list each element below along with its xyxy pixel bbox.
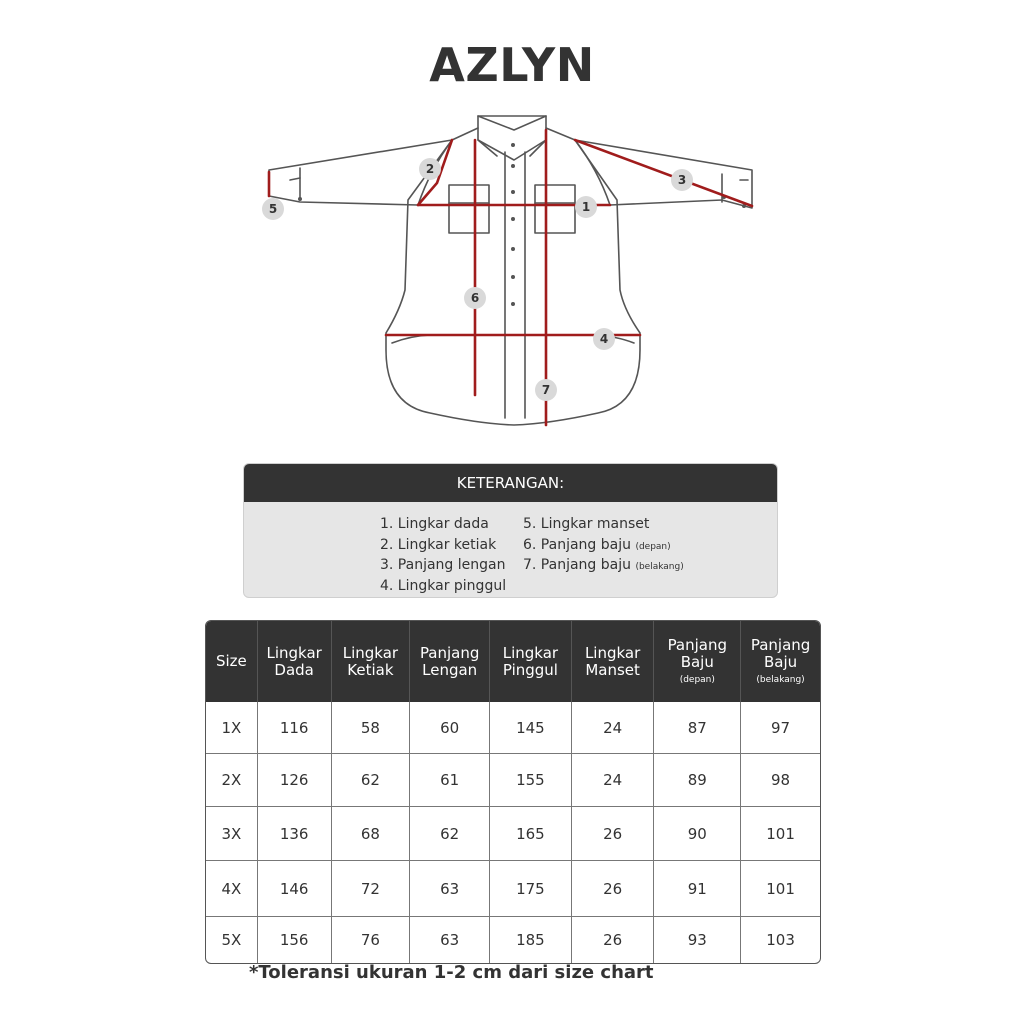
measure-line-sleeve bbox=[575, 140, 752, 206]
marker-7 bbox=[535, 379, 557, 401]
legend-panel bbox=[243, 463, 778, 598]
header-lingkar-dada: Lingkar Dada bbox=[257, 621, 331, 702]
legend-item: 5. Lingkar manset bbox=[523, 516, 650, 532]
header-panjang-baju-belakang: Panjang Baju (belakang) bbox=[740, 621, 820, 702]
table-row bbox=[206, 860, 820, 916]
svg-text:1: 1 bbox=[581, 200, 591, 214]
table-cell: 101 bbox=[740, 806, 820, 860]
svg-text:6: 6 bbox=[470, 291, 480, 305]
header-size: Size bbox=[206, 621, 257, 702]
cell-size: 3X bbox=[206, 806, 257, 860]
cell-size: 5X bbox=[206, 916, 257, 963]
table-cell: 165 bbox=[489, 806, 571, 860]
table-cell: 61 bbox=[409, 753, 489, 806]
table-cell: 62 bbox=[409, 806, 489, 860]
table-cell: 60 bbox=[409, 702, 489, 753]
cell-size: 1X bbox=[221, 718, 242, 737]
table-cell: 26 bbox=[571, 806, 654, 860]
marker-2 bbox=[419, 158, 441, 180]
table-cell: 103 bbox=[740, 916, 820, 963]
table-row bbox=[206, 916, 820, 963]
legend-item: 2. Lingkar ketiak bbox=[380, 536, 497, 553]
table-cell: 136 bbox=[257, 806, 331, 860]
table-cell: 126 bbox=[257, 753, 331, 806]
svg-text:5: 5 bbox=[268, 202, 278, 216]
header-lingkar-ketiak: Lingkar Ketiak bbox=[331, 621, 410, 702]
legend-column-2 bbox=[523, 514, 684, 576]
page-title: AZLYN bbox=[429, 38, 595, 92]
marker-1 bbox=[575, 196, 597, 218]
marker-6 bbox=[464, 287, 486, 309]
table-cell: 175 bbox=[489, 860, 571, 916]
marker-5 bbox=[262, 198, 284, 220]
table-cell: 91 bbox=[653, 860, 740, 916]
header-lingkar-manset: Lingkar Manset bbox=[571, 621, 654, 702]
table-cell: 116 bbox=[257, 702, 331, 753]
table-cell: 26 bbox=[571, 860, 654, 916]
cell-size: 2X bbox=[206, 753, 257, 806]
table-cell: 98 bbox=[740, 753, 820, 806]
table-cell: 101 bbox=[740, 860, 820, 916]
table-cell: 97 bbox=[740, 702, 820, 753]
svg-text:2: 2 bbox=[425, 162, 435, 176]
table-cell: 68 bbox=[331, 806, 410, 860]
table-cell: 87 bbox=[653, 702, 740, 753]
table-cell: 146 bbox=[257, 860, 331, 916]
legend-column-1 bbox=[380, 514, 506, 596]
header-panjang-lengan: Panjang Lengan bbox=[409, 621, 489, 702]
shirt-diagram bbox=[0, 0, 1024, 460]
marker-4 bbox=[593, 328, 615, 350]
legend-note: (belakang) bbox=[635, 562, 684, 572]
size-chart-table bbox=[205, 620, 821, 964]
legend-note: (depan) bbox=[635, 541, 671, 552]
table-cell: 156 bbox=[257, 916, 331, 963]
table-cell: 145 bbox=[489, 702, 571, 753]
table-cell: 89 bbox=[653, 753, 740, 806]
legend-item: 3. Panjang lengan bbox=[380, 557, 506, 573]
legend-item: 4. Lingkar pinggul bbox=[380, 577, 507, 594]
cell-size: 4X bbox=[206, 860, 257, 916]
legend-heading: KETERANGAN: bbox=[244, 464, 777, 502]
header-panjang-baju-depan: Panjang Baju (depan) bbox=[653, 621, 740, 702]
header-lingkar-pinggul: Lingkar Pinggul bbox=[489, 621, 571, 702]
table-cell: 63 bbox=[409, 860, 489, 916]
table-cell: 58 bbox=[331, 702, 410, 753]
table-cell: 90 bbox=[653, 806, 740, 860]
legend-item: 7. Panjang baju (belakang) bbox=[523, 557, 684, 573]
table-cell: 26 bbox=[571, 916, 654, 963]
table-cell: 62 bbox=[331, 753, 410, 806]
table-cell: 72 bbox=[331, 860, 410, 916]
table-row bbox=[206, 806, 820, 860]
table-row bbox=[206, 702, 820, 753]
svg-text:3: 3 bbox=[677, 173, 687, 187]
svg-text:7: 7 bbox=[541, 383, 551, 397]
table-cell: 76 bbox=[331, 916, 410, 963]
table-cell: 24 bbox=[571, 753, 654, 806]
legend-item: 6. Panjang baju (depan) bbox=[523, 536, 671, 553]
tolerance-footnote: *Toleransi ukuran 1-2 cm dari size chart bbox=[249, 962, 654, 983]
svg-text:4: 4 bbox=[599, 332, 609, 346]
table-cell: 93 bbox=[653, 916, 740, 963]
table-row bbox=[206, 753, 820, 806]
table-cell: 155 bbox=[489, 753, 571, 806]
legend-item: 1. Lingkar dada bbox=[380, 516, 489, 532]
table-cell: 24 bbox=[571, 702, 654, 753]
table-cell: 185 bbox=[489, 916, 571, 963]
marker-3 bbox=[671, 169, 693, 191]
table-cell: 63 bbox=[409, 916, 489, 963]
table-header-row bbox=[206, 621, 820, 702]
